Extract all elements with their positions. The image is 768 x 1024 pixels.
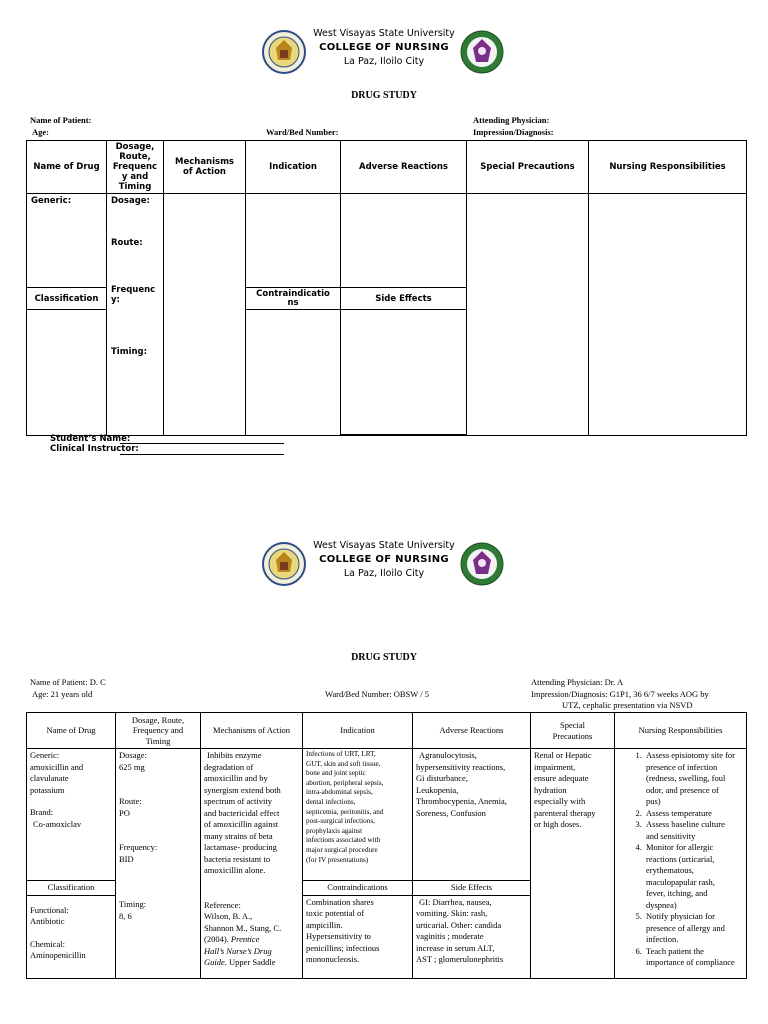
precautions-line: hydration [534, 784, 567, 795]
indication-line: post-surgical infections, [306, 817, 375, 826]
route-label: Route: [119, 796, 142, 806]
responsibility-line: (redness, swelling, foul [646, 773, 726, 783]
chemical-label: Chemical: [30, 938, 65, 949]
university-name: West Visayas State University [313, 540, 455, 551]
route-label: Route: [111, 238, 143, 248]
clinical-instructor-label: Clinical Instructor: [50, 444, 139, 454]
adverse-line: Gi disturbance, [416, 773, 468, 783]
adverse-reactions-cell [413, 749, 531, 881]
contraindications-cell[interactable] [246, 310, 341, 436]
adverse-line: Leukopenia, [416, 784, 459, 795]
letterhead [0, 512, 768, 579]
responsibility-line: 6. Teach patient the [646, 945, 704, 956]
side-effects-cell-filler [341, 435, 467, 436]
ward-label: Ward/Bed Number: [266, 127, 339, 137]
header-nursing-responsibilities: Nursing Responsibilities [589, 141, 747, 194]
dosage-label: Dosage: [119, 750, 147, 760]
header-mechanism-line: Mechanisms [175, 157, 234, 167]
header-dosage-line: Route, [119, 152, 151, 162]
contraindications-cell [303, 895, 413, 978]
adverse-line: Thrombocypenia, Anemia, [416, 796, 507, 806]
indication-line: GUT, skin and soft tissue, [306, 759, 381, 768]
indication-line: (for IV presentations) [306, 855, 369, 864]
header-dosage-line: Frequenc [112, 162, 158, 172]
generic-line: clavulanate [30, 773, 69, 783]
dosage-value: 625 mg [119, 761, 145, 772]
reference-year: (2004). [204, 934, 231, 944]
brand-value: Co-amoxiclav [33, 818, 82, 829]
functional-label: Functional: [30, 904, 69, 915]
precautions-line: especially with [534, 796, 586, 806]
header-dosage-line: Dosage, [115, 142, 155, 152]
responsibility-line: pus) [646, 796, 661, 806]
route-value: PO [119, 807, 130, 818]
indication-line: infections associated with [306, 836, 381, 845]
reference-book-title: Prentice [230, 934, 260, 944]
contraindications-label [246, 288, 341, 310]
responsibility-line: fever, itching, and [646, 888, 708, 898]
side-effect-line: GI: Diarrhea, nausea, [419, 896, 492, 907]
header-dosage [107, 141, 164, 194]
patient-name: Name of Patient: D. C [30, 677, 106, 687]
ward-bed-number: Ward/Bed Number: OBSW / 5 [325, 689, 429, 699]
responsibility-line: dyspnea) [646, 899, 677, 910]
mechanism-line: and bactericidal effect [204, 807, 280, 818]
precautions-cell [531, 749, 615, 979]
responsibility-item [644, 808, 743, 820]
responsibility-line: odor, and presence of [646, 784, 719, 795]
reference-line [204, 946, 299, 958]
side-effect-line: increase in serum ALT, [416, 942, 495, 953]
generic-cell [27, 749, 116, 881]
impression-diagnosis-cont: UTZ, cephalic presentation via NSVD [562, 700, 693, 710]
mechanism-line: of amoxicillin against [204, 819, 279, 829]
mechanism-line: Inhibits enzyme [207, 750, 262, 760]
mechanism-cell [201, 749, 303, 979]
responsibility-line: 3. Assess baseline culture [646, 819, 725, 829]
mechanism-line: synergism extend both [204, 784, 281, 795]
precautions-line: or high doses. [534, 819, 582, 829]
header-adverse-reactions: Adverse Reactions [413, 713, 531, 749]
impression-diagnosis: Impression/Diagnosis: G1P1, 36 6/7 weeks AOG by [531, 689, 709, 699]
indication-line: intra-abdominal sepsis, [306, 788, 373, 797]
side-effects-label: Side Effects [341, 288, 467, 310]
frequency-label: Frequency: [119, 842, 158, 852]
side-effects-label: Side Effects [413, 881, 531, 896]
timing-value: 8, 6 [119, 910, 132, 921]
header-nursing-responsibilities: Nursing Responsibilities [615, 713, 747, 749]
indication-line: septicemia, peritonitis, and [306, 807, 384, 816]
college-name: COLLEGE OF NURSING [319, 554, 449, 565]
responsibility-item [644, 750, 743, 808]
responsibility-item [644, 842, 743, 911]
student-name-line[interactable] [120, 443, 284, 444]
contra-line: Hypersensitivity to [306, 931, 371, 941]
frequency-value: BID [119, 853, 134, 864]
drug-study-table-filled [26, 712, 747, 979]
header-name-of-drug: Name of Drug [27, 713, 116, 749]
reference-line [204, 934, 299, 946]
precautions-cell[interactable] [467, 194, 589, 436]
classification-label: Classification [27, 881, 116, 896]
timing-label: Timing: [111, 347, 148, 357]
adverse-line: Soreness, Confusion [416, 807, 486, 818]
mechanism-line: many strains of beta [204, 830, 273, 841]
indication-line: dental infections, [306, 797, 356, 806]
mechanism-line: spectrum of activity [204, 796, 272, 806]
side-effect-line: urticarial. Other: candida [416, 919, 502, 930]
header-dosage-line: Timing [118, 182, 152, 192]
frequency-label-line: Frequenc [111, 285, 156, 295]
reference-book-title: Guide [204, 957, 225, 967]
header-precautions-line: Precautions [552, 730, 593, 741]
responsibility-line: erythematous, [646, 865, 694, 875]
frequency-label-line: y: [111, 295, 120, 305]
adverse-line: hypersensitivity reactions, [416, 761, 506, 772]
side-effect-line: AST ; glomerulonephritis [416, 954, 504, 964]
physician-label: Attending Physician: [473, 115, 550, 125]
indication-line: abortion, peripheral sepsis, [306, 778, 384, 787]
contra-line: mononucleosis. [306, 954, 360, 964]
precautions-line: impairment, [534, 761, 576, 772]
contra-line: toxic potential of [306, 908, 365, 918]
contra-line: ampicillin. [306, 919, 343, 930]
impression-label: Impression/Diagnosis: [473, 127, 554, 137]
responsibilities-cell[interactable] [589, 194, 747, 436]
header-special-precautions: Special Precautions [467, 141, 589, 194]
generic-label: Generic: [31, 196, 72, 206]
precautions-line: parenteral therapy [534, 807, 596, 818]
reference-line: Wilson, B. A., [204, 911, 253, 921]
generic-line: Generic: [30, 750, 60, 760]
responsibility-line: presence of infection [646, 761, 718, 772]
header-adverse-reactions: Adverse Reactions [341, 141, 467, 194]
header-dosage-line: Frequency and [132, 725, 184, 736]
responsibilities-list [618, 750, 743, 969]
indication-line: prophylaxis against [306, 826, 363, 835]
contra-line: penicillins; infectious [306, 942, 380, 953]
age-label: Age: [32, 127, 49, 137]
contraindications-label: Contraindications [303, 881, 413, 896]
responsibility-item [644, 946, 743, 969]
side-effect-line: vomiting. Skin: rash, [416, 908, 488, 918]
mechanism-line: degradation of [204, 761, 254, 772]
side-effect-line: vaginitis ; moderate [416, 931, 484, 941]
functional-value: Antibiotic [30, 916, 65, 926]
responsibility-line: 5. Notify physician for [646, 911, 715, 921]
reference-book-title: Hall’s Nurse’s Drug [204, 945, 272, 956]
responsibility-line: 4. Monitor for allergic [646, 842, 714, 852]
responsibility-line: presence of allergy and [646, 922, 725, 933]
header-mechanism-line: of Action [183, 167, 226, 177]
college-city: La Paz, Iloilo City [343, 56, 425, 67]
timing-label: Timing: [119, 899, 147, 909]
responsibility-line: 2. Assess temperature [646, 807, 712, 818]
college-city: La Paz, Iloilo City [343, 568, 425, 579]
responsibility-line: and sensitivity [646, 830, 696, 841]
precautions-line: ensure adequate [534, 773, 589, 783]
header-dosage [116, 713, 201, 749]
chemical-value: Aminopenicillin [30, 950, 86, 960]
responsibility-line: infection. [646, 934, 679, 944]
indication-line: Infections of URT, LRT, [306, 750, 376, 758]
page-title: DRUG STUDY [351, 652, 417, 663]
reference-publisher: . Upper Saddle [224, 957, 276, 967]
header-precautions-line: Special [559, 720, 586, 730]
header-special-precautions [531, 713, 615, 749]
attending-physician: Attending Physician: Dr. A [531, 677, 624, 687]
mechanism-line: amoxicillin and by [204, 773, 268, 783]
header-dosage-line: Dosage, Route, [131, 714, 185, 725]
classification-cell [27, 895, 116, 978]
indication-line: major surgical procedure [306, 845, 378, 854]
header-mechanism: Mechanisms of Action [201, 713, 303, 749]
responsibility-line: reactions (urticarial, [646, 853, 715, 864]
header-mechanism [164, 141, 246, 194]
contraindications-label-line: Contraindicatio [256, 288, 330, 299]
university-name: West Visayas State University [313, 28, 455, 39]
generic-line: amoxicillin and [30, 761, 84, 772]
responsibility-item [644, 819, 743, 842]
dosage-cell[interactable] [107, 194, 164, 436]
header-indication: Indication [303, 713, 413, 749]
brand-label: Brand: [30, 807, 54, 817]
classification-cell[interactable] [27, 310, 107, 436]
responsibility-item [644, 911, 743, 946]
reference-line [204, 957, 299, 969]
header-name-of-drug: Name of Drug [27, 141, 107, 194]
precautions-line: Renal or Hepatic [534, 750, 592, 760]
side-effects-cell [413, 895, 531, 978]
contra-line: Combination shares [306, 896, 374, 907]
mechanism-line: bacteria resistant to [204, 853, 271, 864]
adverse-line: Agranulocytosis, [419, 750, 477, 760]
indication-cell[interactable] [246, 194, 341, 288]
patient-age: Age: 21 years old [32, 689, 93, 699]
dosage-cell [116, 749, 201, 979]
indication-cell [303, 749, 413, 881]
drug-study-table [26, 140, 747, 436]
responsibilities-cell [615, 749, 747, 979]
mechanism-line: amoxicillin alone. [204, 865, 266, 875]
responsibility-line: 1. Assess episiotomy site for [646, 750, 736, 760]
patient-name-label: Name of Patient: [30, 115, 92, 125]
side-effects-cell[interactable] [341, 310, 467, 435]
header-dosage-line: Timing [145, 735, 171, 746]
adverse-reactions-cell[interactable] [341, 194, 467, 288]
college-name: COLLEGE OF NURSING [319, 42, 449, 53]
student-name-label: Student’s Name: [50, 434, 131, 444]
page-title: DRUG STUDY [351, 90, 417, 101]
frequency-label [111, 285, 159, 305]
responsibility-line: importance of compliance [646, 957, 735, 967]
reference-line: Reference: [204, 899, 241, 910]
clinical-instructor-line[interactable] [120, 454, 284, 455]
header-indication: Indication [246, 141, 341, 194]
generic-line: potassium [30, 784, 65, 795]
classification-label: Classification [27, 288, 107, 310]
generic-cell[interactable] [27, 194, 107, 288]
indication-line: bone and joint septic [306, 769, 366, 778]
letterhead [0, 0, 768, 67]
header-dosage-line: y and [121, 172, 149, 182]
dosage-label: Dosage: [111, 196, 150, 206]
reference-line: Shannon M., Stang, C. [204, 922, 282, 933]
contraindications-label-line: ns [287, 297, 299, 308]
mechanism-cell[interactable] [164, 194, 246, 436]
mechanism-line: lactamase- producing [204, 842, 277, 852]
responsibility-line: maculopapular rash, [646, 876, 715, 887]
